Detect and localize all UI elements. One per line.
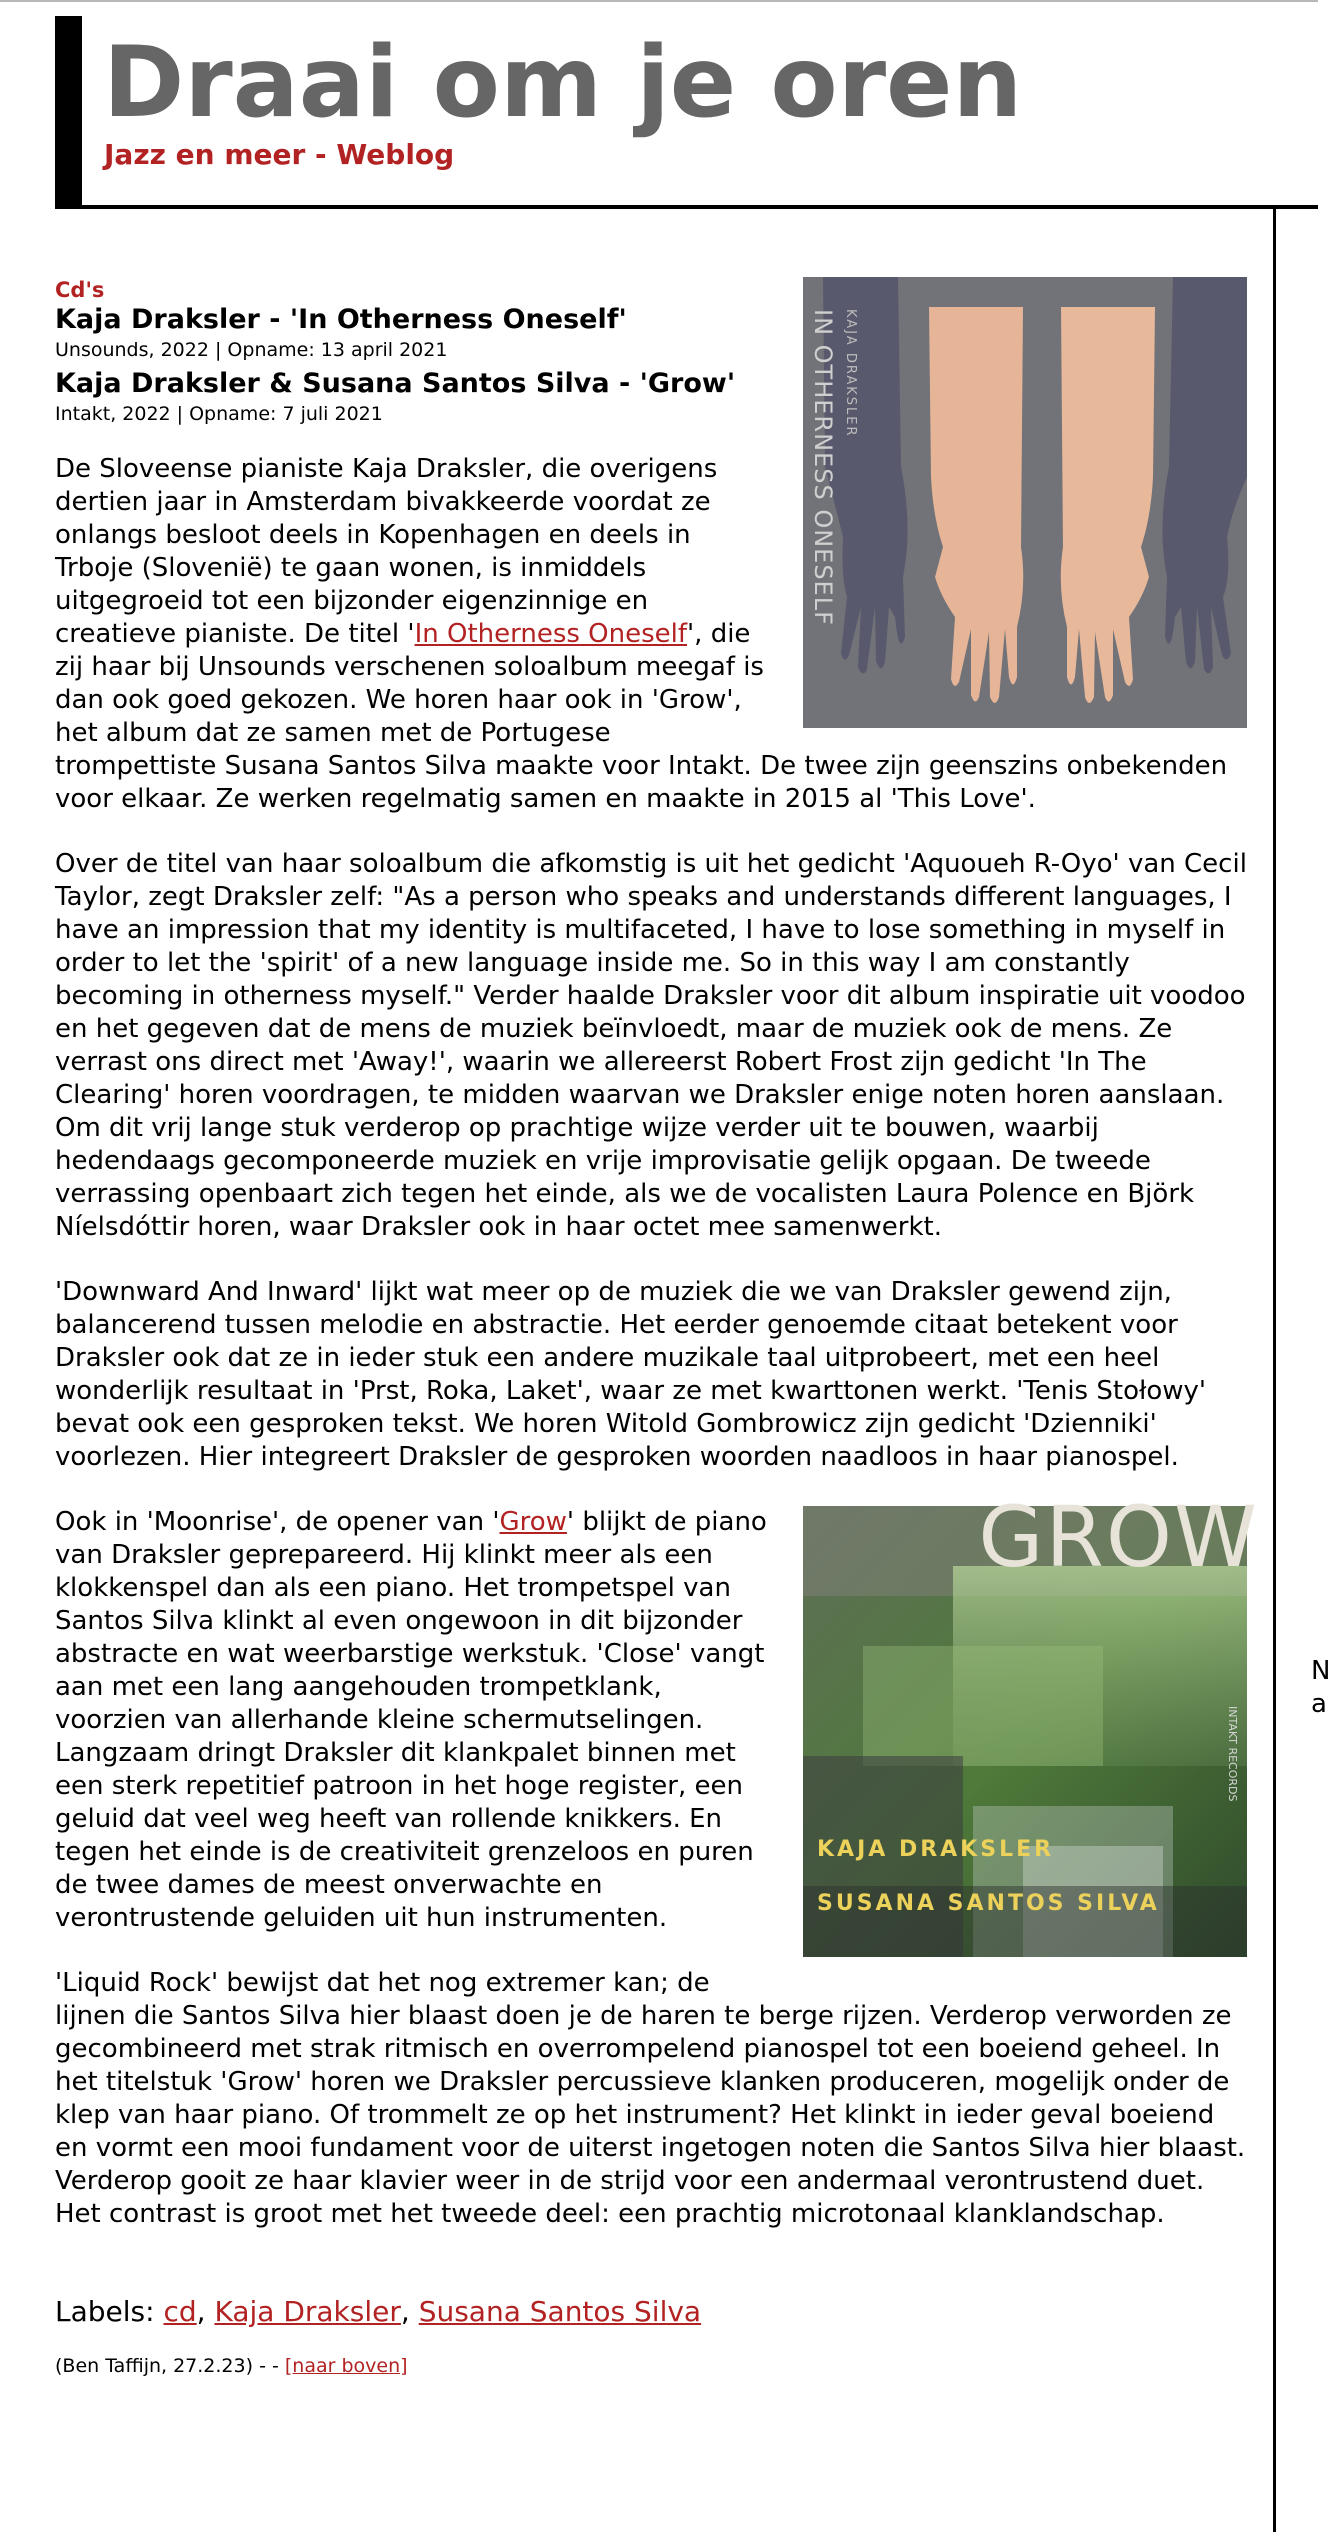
album-2-meta: Intakt, 2022 | Opname: 7 juli 2021 <box>55 403 383 425</box>
cover-1-artwork <box>803 277 1247 728</box>
back-to-top-link[interactable]: [naar boven] <box>284 2355 408 2377</box>
cover-1-vertical-artist: KAJA DRAKSLER <box>843 309 858 438</box>
paragraph-1-text-a: De Sloveense pianiste Kaja Draksler, die overigens dertien jaar in Amsterdam bivakkeerde voordat ze onlangs besloot deels in Kopenhagen en deels in Trboje (Slovenië) te gaan wonen, is inmiddels uitgegroeid tot een bijzonder eigenzinnige en creatieve pianiste. De titel ' <box>55 454 718 649</box>
cover-2-artist-1: KAJA DRAKSLER <box>817 1837 1055 1862</box>
blog-post <box>55 277 1259 2379</box>
cover-1-vertical-title: IN OTHERNESS ONESELF <box>809 309 837 626</box>
paragraph-5: 'Liquid Rock' bewijst dat het nog extremer kan; de lijnen die Santos Silva hier blaast doen je de haren te berge rijzen. Verderop verworden ze gecombineerd met strak ritmisch en overrompelend pianospel tot een boeiend geheel. In het titelstuk 'Grow' horen we Draksler percussieve klanken produceren, mogelijk onder de klep van haar piano. Of trommelt ze op het instrument? Het klinkt in ieder geval boeiend en vormt een mooi fundament voor de uiterst ingetogen noten die Santos Silva hier blaast. Verderop gooit ze haar klavier weer in de strijd voor een andermaal verontrustend duet. Het contrast is groot met het tweede deel: een prachtig microtonaal klanklandschap. <box>55 1968 1246 2229</box>
album-1-title: Kaja Draksler - 'In Otherness Oneself' <box>55 304 627 335</box>
sidebar-fragment: N a <box>1311 1656 1331 1719</box>
album-cover-in-otherness-oneself <box>803 277 1247 728</box>
labels-separator: , <box>196 2295 215 2328</box>
link-in-otherness-oneself[interactable]: In Otherness Oneself <box>414 619 688 649</box>
cover-2-artist-2: SUSANA SANTOS SILVA <box>817 1891 1160 1916</box>
cover-2-label: INTAKT RECORDS <box>1226 1706 1239 1802</box>
label-link-susana-santos-silva[interactable]: Susana Santos Silva <box>418 2295 702 2328</box>
post-category-label: Cd's <box>55 278 105 302</box>
paragraph-4-text-b: ' blijkt de piano van Draksler geprepareerd. Hij klinkt meer als een klokkenspel dan als een piano. Het trompetspel van Santos Silva klinkt al even ongewoon in dit bijzonder abstracte en wat weerbarstige werkstuk. 'Close' vangt aan met een lang aangehouden trompetklank, voorzien van allerhande kleine schermutselingen. Langzaam dringt Draksler dit klankpalet binnen met een sterk repetitief patroon in het hoge register, een geluid dat veel weg heeft van rollende knikkers. En tegen het einde is de creativiteit grenzeloos en puren de twee dames de meest onverwachte en verontrustende geluiden uit hun instrumenten. <box>55 1507 767 1933</box>
cover-2-title: GROW <box>978 1488 1259 1586</box>
blog-header <box>55 16 1318 209</box>
paragraph-3: 'Downward And Inward' lijkt wat meer op de muziek die we van Draksler gewend zijn, balancerend tussen melodie en abstractie. Het eerder genoemde citaat betekent voor Draksler ook dat ze in ieder stuk een andere muzikale taal uitprobeert, met een heel wonderlijk resultaat in 'Prst, Roka, Laket', waar ze met kwarttonen werkt. 'Tenis Stołowy' bevat ook een gesproken tekst. We horen Witold Gombrowicz zijn gedicht 'Dzienniki' voorlezen. Hier integreert Draksler de gesproken woorden naadloos in haar pianospel. <box>55 1277 1207 1472</box>
sidebar-divider <box>1273 209 1276 2532</box>
link-grow[interactable]: Grow <box>499 1507 567 1537</box>
label-link-kaja-draksler[interactable]: Kaja Draksler <box>214 2295 401 2328</box>
paragraph-1-text-b: ', die zij haar bij Unsounds verschenen soloalbum meegaf is dan ook goed gekozen. We horen haar ook in 'Grow', het album dat ze samen met de Portugese trompettiste Susana Santos Silva maakte voor Intakt. De twee zijn geenszins onbekenden voor elkaar. Ze werken regelmatig samen en maakte in 2015 al 'This Love'. <box>55 619 1228 814</box>
album-1-meta: Unsounds, 2022 | Opname: 13 april 2021 <box>55 339 448 361</box>
labels-prefix: Labels: <box>55 2295 164 2328</box>
post-signature <box>55 2353 1247 2379</box>
label-link-cd[interactable]: cd <box>163 2295 197 2328</box>
post-labels <box>55 2295 1247 2329</box>
album-cover-grow <box>803 1488 1259 1957</box>
paragraph-2: Over de titel van haar soloalbum die afkomstig is uit het gedicht 'Aquoueh R-Oyo' van Cecil Taylor, zegt Draksler zelf: "As a person who speaks and understands different languages, I have an impression that my identity is multifaceted, I have to lose something in myself in order to let the 'spirit' of a new language inside me. So in this way I am constantly becoming in otherness myself." Verder haalde Draksler voor dit album inspiratie uit voodoo en het gegeven dat de mens de muziek beïnvloedt, maar de muziek ook de mens. Ze verrast ons direct met 'Away!', waarin we allereerst Robert Frost zijn gedicht 'In The Clearing' horen voordragen, te midden waarvan we Draksler enige noten horen aanslaan. Om dit vrij lange stuk verderop op prachtige wijze verder uit te bouwen, waarbij hedendaags gecomponeerde muziek en vrije improvisatie gelijk opgaan. De tweede verrassing openbaart zich tegen het einde, als we de vocalisten Laura Polence en Björk Níelsdóttir horen, waar Draksler ook in haar octet mee samenwerkt. <box>55 849 1247 1242</box>
signature-text: (Ben Taffijn, 27.2.23) - - <box>55 2355 285 2377</box>
paragraph-4-text-a: Ook in 'Moonrise', de opener van ' <box>55 1507 500 1537</box>
top-rule <box>0 0 1318 2</box>
album-2-title: Kaja Draksler & Susana Santos Silva - 'Grow' <box>55 368 736 399</box>
blog-subtitle: Jazz en meer - Weblog <box>104 138 455 171</box>
labels-separator: , <box>400 2295 419 2328</box>
blog-title[interactable]: Draai om je oren <box>103 26 1023 140</box>
